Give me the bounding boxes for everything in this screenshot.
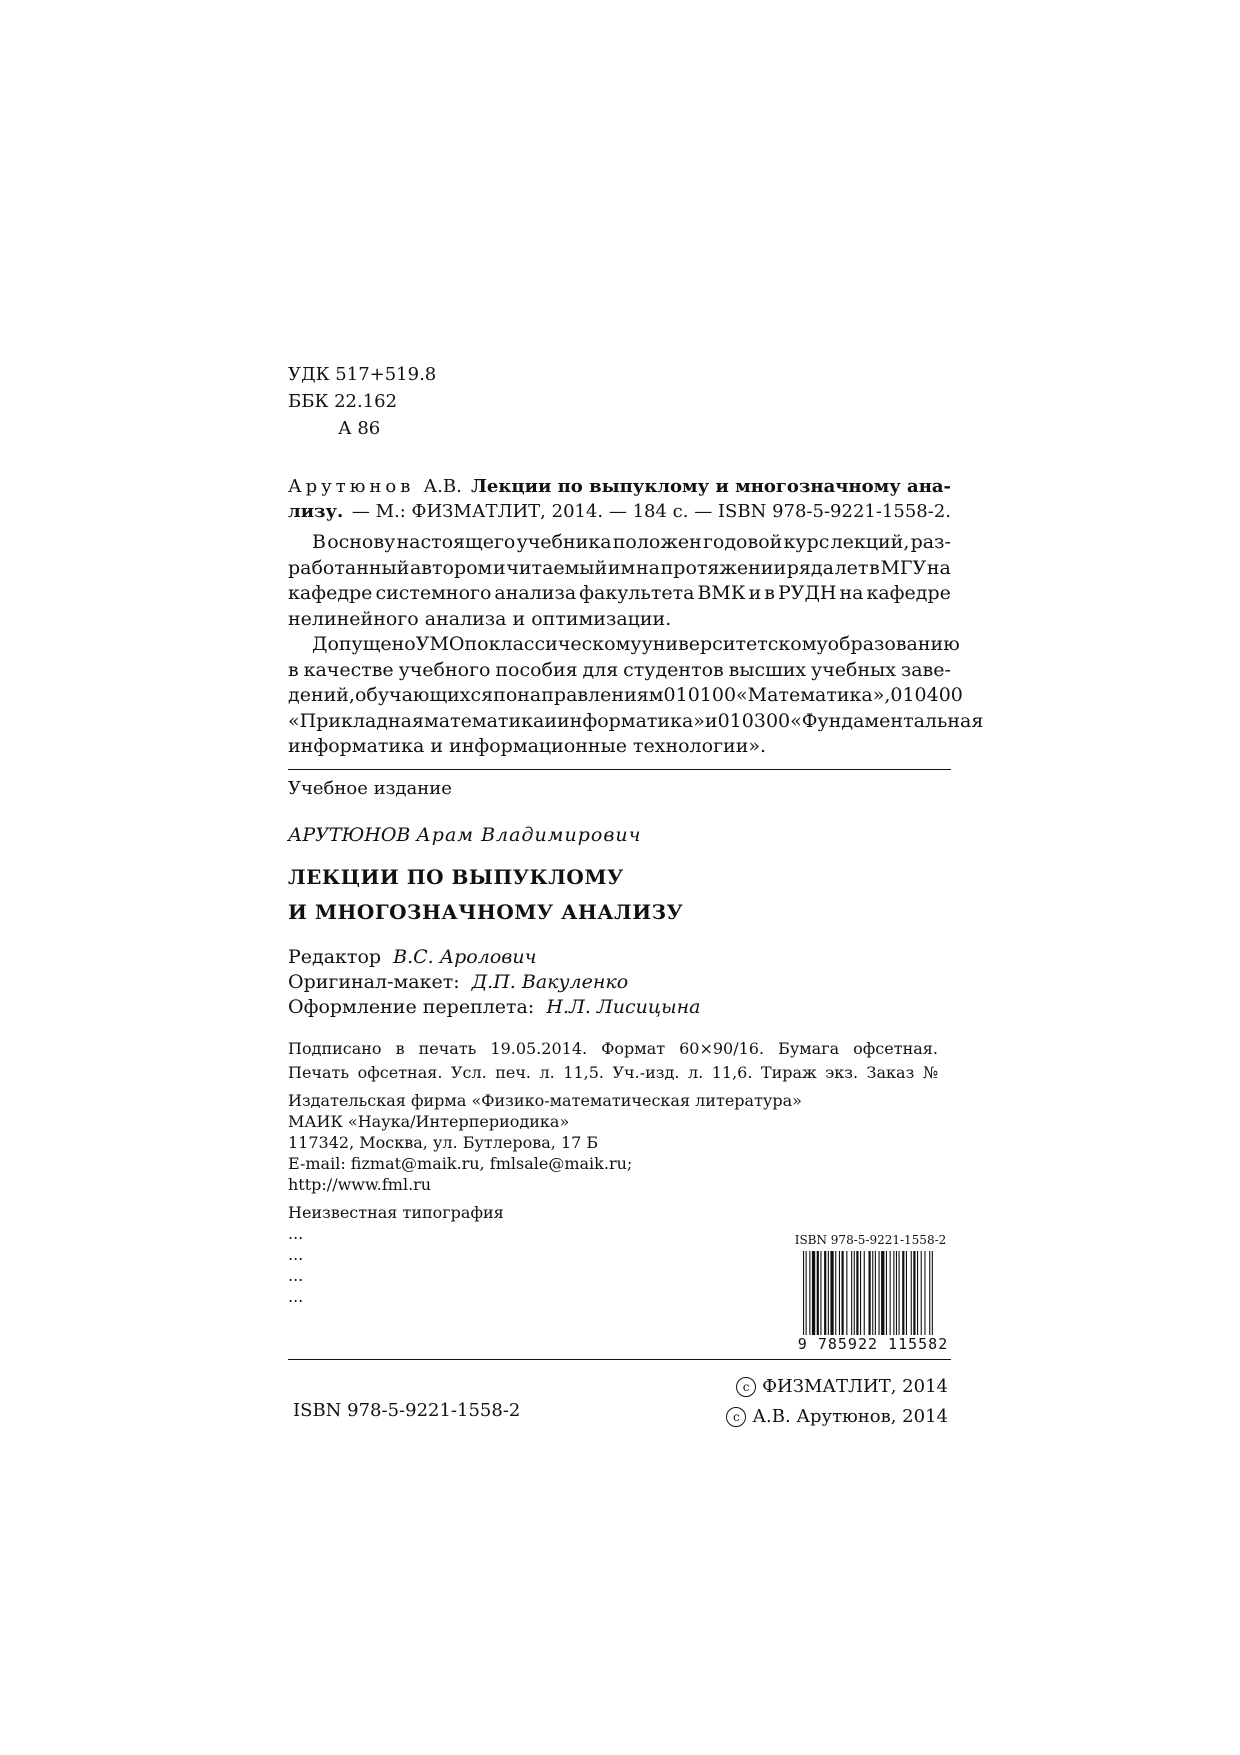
bbk-code: ББК 22.162 [288,391,398,412]
annotation-line: информатика и информационные технологии». [288,735,767,757]
print-word: Печать [288,1063,350,1082]
print-word: в [395,1039,405,1058]
barcode-bar [899,1251,900,1347]
print-word: 19.05.2014. [490,1039,588,1058]
barcode-bar [839,1251,840,1347]
annotation-line: в качестве учебного пособия для студентов высших учебных заве- [288,658,951,681]
book-title [288,860,683,930]
barcode-isbn-text: ISBN 978-5-9221-1558-2 [794,1233,947,1247]
print-word: Уч.-изд. [612,1063,680,1082]
print-word: Бумага [778,1039,840,1058]
print-info-line-1 [288,1037,938,1061]
print-info [288,1037,938,1085]
print-word: Усл. [450,1063,487,1082]
print-word: л. [687,1063,704,1082]
editor-credit [288,945,700,970]
publisher-line: 117342, Москва, ул. Бутлерова, 17 Б [288,1133,599,1152]
cover-name: Н.Л. Лисицына [546,996,701,1018]
copyright-block [726,1372,948,1432]
barcode-bar [924,1251,925,1347]
barcode-bar [824,1251,826,1347]
barcode-bar [929,1251,930,1347]
print-word: Подписано [288,1039,382,1058]
annotation-line: дений, обучающихся по направлениям 010100 «Математика», 010400 [288,684,963,706]
copyright-author-text: А.В. Арутюнов, 2014 [752,1406,948,1427]
print-word: Формат [601,1039,666,1058]
print-word: № [922,1063,938,1082]
publisher-line: http://www.fml.ru [288,1175,432,1194]
book-title-line: И МНОГОЗНАЧНОМУ АНАЛИЗУ [288,900,684,924]
barcode-icon [793,1249,948,1354]
book-title-line: ЛЕКЦИИ ПО ВЫПУКЛОМУ [288,865,624,889]
printer-line: ... [288,1245,304,1264]
printer-label: Неизвестная типография [288,1203,504,1222]
print-info-line-2 [288,1061,938,1085]
author-surname: АРУТЮНОВ [288,824,411,846]
barcode-bar [842,1251,844,1347]
annotation-line: работанный автором и читаемый им на протяжении ряда лет в МГУ на [288,556,951,579]
barcode-bar [809,1251,810,1347]
annotation-line: В основу настоящего учебника положен годовой курс лекций, раз- [312,531,951,553]
biblio-initials: А.В. [423,476,462,497]
editor-name: В.С. Аролович [393,946,537,968]
barcode-bar [886,1251,887,1347]
barcode-bar [803,1251,804,1347]
copyright-icon: c [736,1377,756,1397]
barcode-bar [851,1251,852,1347]
section-divider [288,769,951,770]
bottom-divider [288,1359,951,1360]
biblio-line-2 [288,499,951,524]
barcode-bar [860,1251,861,1347]
editor-label: Редактор [288,946,382,968]
printer-line: ... [288,1287,304,1306]
biblio-title-part2: лизу. [288,501,344,522]
barcode-bar [820,1251,821,1347]
barcode-bar [921,1251,922,1347]
print-word: экз. [825,1063,859,1082]
barcode-bar [846,1251,847,1347]
annotation-line: нелинейного анализа и оптимизации. [288,607,672,630]
copyright-icon: c [726,1407,746,1427]
author-mark: А 86 [338,418,381,439]
print-word: печ. [495,1063,532,1082]
barcode-bar [893,1251,894,1347]
publisher-info [288,1090,802,1195]
cover-label: Оформление переплета: [288,996,535,1018]
annotation-paragraph-1 [288,530,951,632]
biblio-details: — М.: ФИЗМАТЛИТ, 2014. — 184 с. — ISBN 978-5-9221-1558-2. [351,501,951,522]
barcode-bar [879,1251,880,1347]
barcode-digits: 9 785922 115582 [797,1335,948,1353]
copyright-publisher [726,1372,948,1402]
print-word: 11,5. [563,1063,604,1082]
barcode-bar [864,1251,865,1347]
isbn-barcode [793,1233,948,1354]
biblio-author: Арутюнов [288,476,415,497]
barcode-bar [856,1251,858,1347]
publisher-line: E-mail: fizmat@maik.ru, fmlsale@maik.ru; [288,1154,633,1173]
bibliographic-record [288,474,951,524]
barcode-bar [812,1251,815,1347]
publisher-line: Издательская фирма «Физико-математическая литература» [288,1091,802,1110]
copyright-publisher-text: ФИЗМАТЛИТ, 2014 [762,1376,948,1397]
barcode-bar [906,1251,907,1347]
classification-codes [288,361,436,442]
barcode-bar [911,1251,912,1347]
print-word: Заказ [866,1063,915,1082]
barcode-bar [917,1251,918,1347]
author-full-name [288,824,641,846]
barcode-bar [854,1251,855,1347]
isbn: ISBN 978-5-9221-1558-2 [293,1400,521,1421]
barcode-bar [828,1251,829,1347]
udk-code: УДК 517+519.8 [288,364,437,385]
barcode-bar [806,1251,807,1347]
biblio-title-part1: Лекции по выпуклому и многозначному ана- [471,476,951,497]
credits [288,945,700,1020]
print-word: офсетная. [357,1063,443,1082]
barcode-bar [872,1251,873,1347]
barcode-bar [913,1251,915,1347]
barcode-bar [817,1251,819,1347]
print-word: офсетная. [853,1039,938,1058]
annotation-line: кафедре системного анализа факультета ВМК и в РУДН на кафедре [288,582,951,604]
layout-name: Д.П. Вакуленко [471,971,629,993]
barcode-bar [902,1251,904,1347]
barcode-bar [881,1251,884,1347]
publisher-line: МАИК «Наука/Интерпериодика» [288,1112,570,1131]
biblio-line-1 [288,474,951,499]
printer-line: ... [288,1266,304,1285]
print-word: печать [418,1039,477,1058]
copyright-author [726,1402,948,1432]
print-word: Тираж [760,1063,817,1082]
barcode-bar [869,1251,871,1347]
barcode-bar [896,1251,897,1347]
barcode-bar [835,1251,836,1347]
printer-info [288,1202,504,1307]
annotation-paragraph-2 [288,632,984,760]
author-given-names: Арам Владимирович [416,824,642,846]
barcode-bar [932,1251,933,1347]
print-word: 11,6. [711,1063,753,1082]
printer-line: ... [288,1224,304,1243]
print-word: 60×90/16. [679,1039,765,1058]
cover-credit [288,995,700,1020]
layout-label: Оригинал-макет: [288,971,460,993]
layout-credit [288,970,700,995]
edition-type: Учебное издание [288,778,452,799]
barcode-bar [875,1251,876,1347]
annotation-line: «Прикладная математика и информатика» и 010300 «Фундаментальная [288,709,984,732]
barcode-bar [830,1251,833,1347]
print-word: л. [539,1063,555,1082]
barcode-bar [890,1251,891,1347]
annotation-line: Допущено УМО по классическому университетскому образованию [312,633,960,655]
